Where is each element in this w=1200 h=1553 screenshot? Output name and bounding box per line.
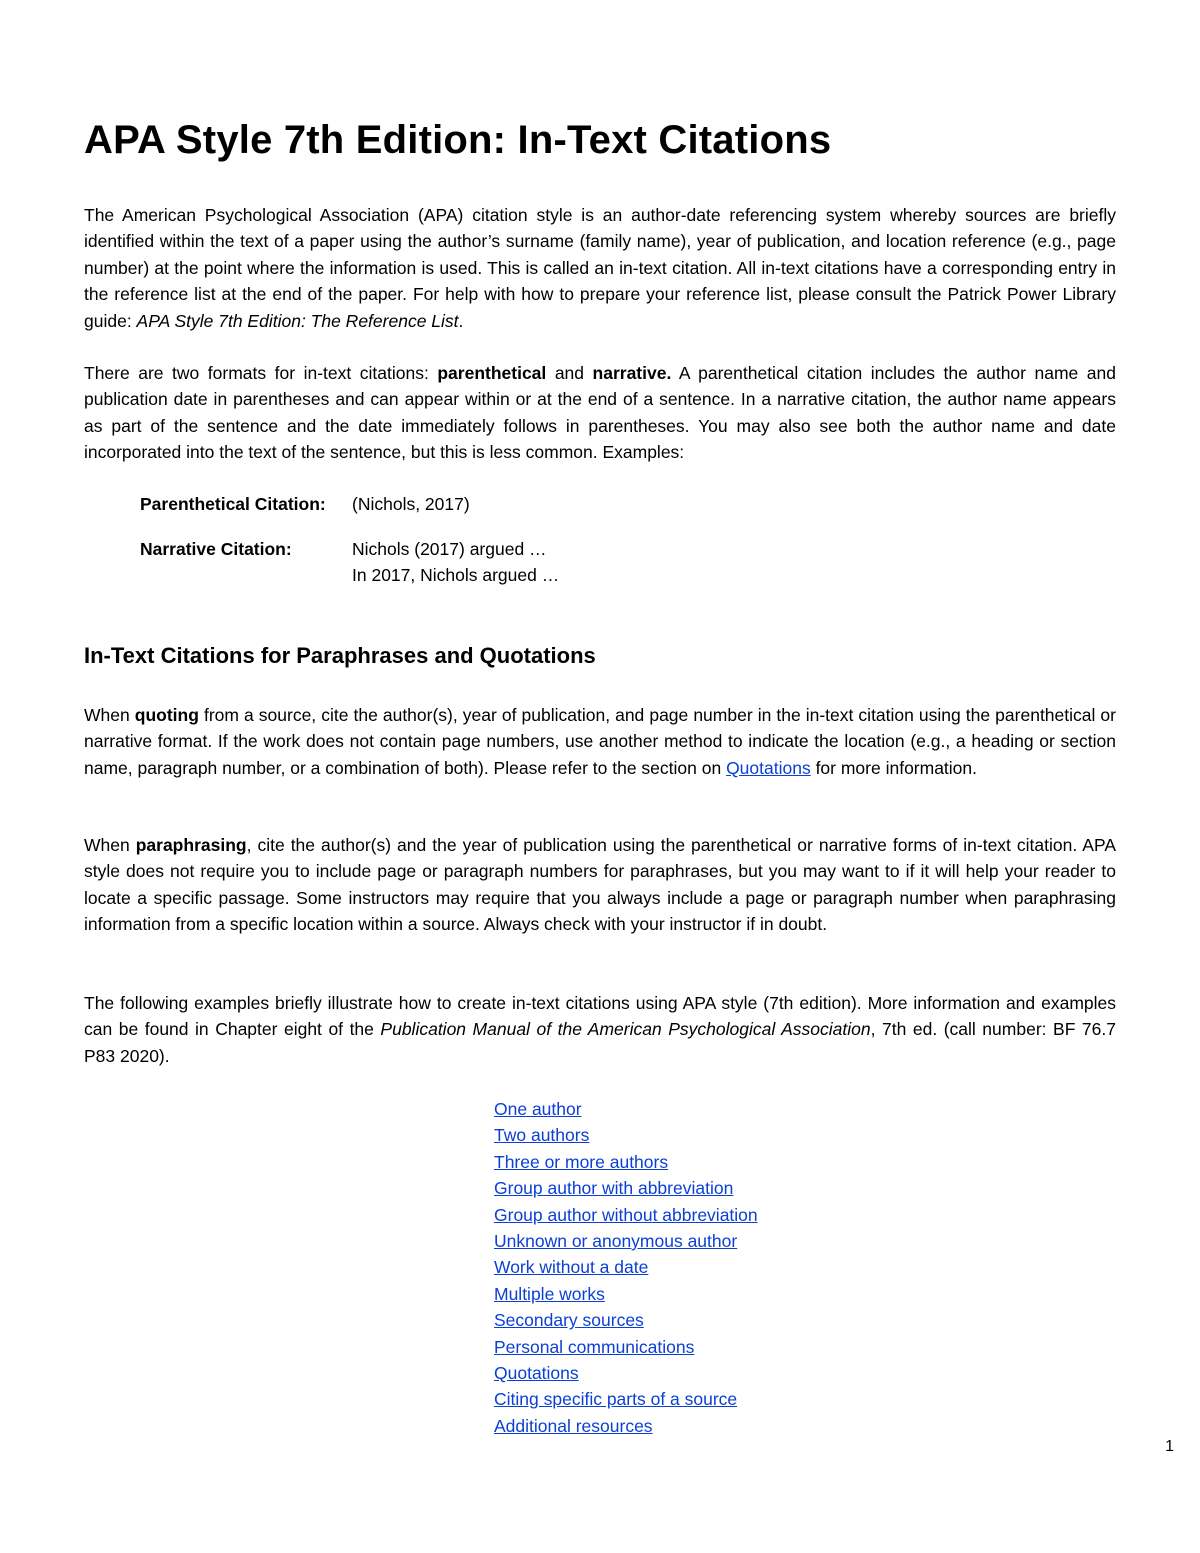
section-heading: In-Text Citations for Paraphrases and Quotations	[84, 643, 596, 668]
quoting-text-3: for more information.	[810, 757, 978, 778]
parenthetical-label: Parenthetical Citation:	[140, 494, 326, 514]
list-item	[494, 1334, 758, 1360]
paraphrasing-text-2: , cite the author(s) and the year of publication using the parenthetical or narrative forms of in-text citation. APA style does not require you to include page or paragraph numbers for paraphrases, but you may want to if it will help your reader to locate a specific passage. Some instructors may require that you always include a page or paragraph number when paraphrasing information from a specific location within a source. Always check with your instructor if in doubt.	[84, 835, 1116, 935]
page-number: 1	[1165, 1438, 1174, 1455]
formats-text-2: and	[546, 363, 593, 383]
following-text-1: The following examples briefly illustrate how to create in-text citations using APA style (7th edition). More information and examples can be found in Chapter eight of the	[84, 993, 1116, 1040]
intro-text: The American Psychological Association (APA) citation style is an author-date referencing system whereby sources are briefly identified within the text of a paper using the author’s surname (family name), year of publication, and location reference (e.g., page number) at the point where the information is used. This is called an in-text citation. All in-text citations have a corresponding entry in the reference list at the end of the paper. For help with how to prepare your reference list, please consult the Patrick Power Library guide:	[84, 205, 1116, 331]
paraphrasing-text-1: When	[84, 835, 136, 855]
formats-text-1: There are two formats for in-text citations:	[84, 363, 438, 383]
list-item	[494, 1281, 758, 1307]
quoting-text-1: When	[84, 705, 135, 725]
list-item	[494, 1175, 758, 1201]
link-two-authors[interactable]: Two authors	[494, 1125, 590, 1146]
parenthetical-example: (Nichols, 2017)	[352, 494, 470, 514]
list-item	[494, 1307, 758, 1333]
quoting-paragraph	[84, 702, 1116, 781]
list-item	[494, 1254, 758, 1280]
intro-paragraph	[84, 202, 1116, 334]
formats-bold-narrative: narrative.	[592, 363, 672, 383]
quoting-bold: quoting	[134, 705, 199, 725]
link-multiple-works[interactable]: Multiple works	[494, 1283, 605, 1304]
list-item	[494, 1386, 758, 1412]
quoting-text-2: from a source, cite the author(s), year of publication, and page number in the in-text citation using the parenthetical or narrative format. If the work does not contain page numbers, use another method to indicate the location (e.g., a heading or section name, paragraph number, or a combination of both). Please refer to the section on	[84, 705, 1116, 778]
link-additional-resources[interactable]: Additional resources	[494, 1415, 653, 1436]
reference-guide-title: APA Style 7th Edition: The Reference List	[136, 310, 459, 331]
link-work-without-date[interactable]: Work without a date	[494, 1257, 649, 1278]
publication-manual-title: Publication Manual of the American Psychological Association	[380, 1019, 871, 1040]
link-personal-communications[interactable]: Personal communications	[494, 1336, 695, 1357]
list-item	[494, 1228, 758, 1254]
topic-link-list	[494, 1096, 758, 1439]
formats-paragraph	[84, 360, 1116, 466]
formats-text-3: A parenthetical citation includes the author name and publication date in parentheses and can appear within or at the end of a sentence. In a narrative citation, the author name appears as part of the sentence and the date immediately follows in parentheses. You may also see both the author name and date incorporated into the text of the sentence, but this is less common. Examples:	[84, 363, 1116, 463]
paraphrasing-bold: paraphrasing	[135, 835, 247, 855]
list-item	[494, 1122, 758, 1148]
list-item	[494, 1413, 758, 1439]
link-citing-specific-parts[interactable]: Citing specific parts of a source	[494, 1389, 738, 1410]
quotations-link[interactable]: Quotations	[726, 757, 811, 778]
list-item	[494, 1149, 758, 1175]
link-group-author-without-abbreviation[interactable]: Group author without abbreviation	[494, 1204, 758, 1225]
link-unknown-author[interactable]: Unknown or anonymous author	[494, 1231, 738, 1252]
following-text-2: , 7th ed. (call number: BF 76.7 P83 2020).	[84, 1019, 1116, 1066]
narrative-example-2: In 2017, Nichols argued …	[352, 565, 560, 585]
following-paragraph	[84, 990, 1116, 1069]
link-three-or-more-authors[interactable]: Three or more authors	[494, 1151, 669, 1172]
narrative-example-1: Nichols (2017) argued …	[352, 539, 547, 559]
link-secondary-sources[interactable]: Secondary sources	[494, 1310, 644, 1331]
formats-bold-parenthetical: parenthetical	[437, 363, 547, 383]
intro-end: .	[458, 310, 464, 331]
list-item	[494, 1360, 758, 1386]
list-item	[494, 1202, 758, 1228]
page-title: APA Style 7th Edition: In-Text Citations	[84, 118, 832, 162]
link-quotations[interactable]: Quotations	[494, 1363, 579, 1384]
link-one-author[interactable]: One author	[494, 1099, 582, 1119]
paraphrasing-paragraph	[84, 832, 1116, 938]
list-item	[494, 1096, 758, 1122]
link-group-author-with-abbreviation[interactable]: Group author with abbreviation	[494, 1178, 734, 1199]
narrative-label: Narrative Citation:	[140, 539, 292, 559]
